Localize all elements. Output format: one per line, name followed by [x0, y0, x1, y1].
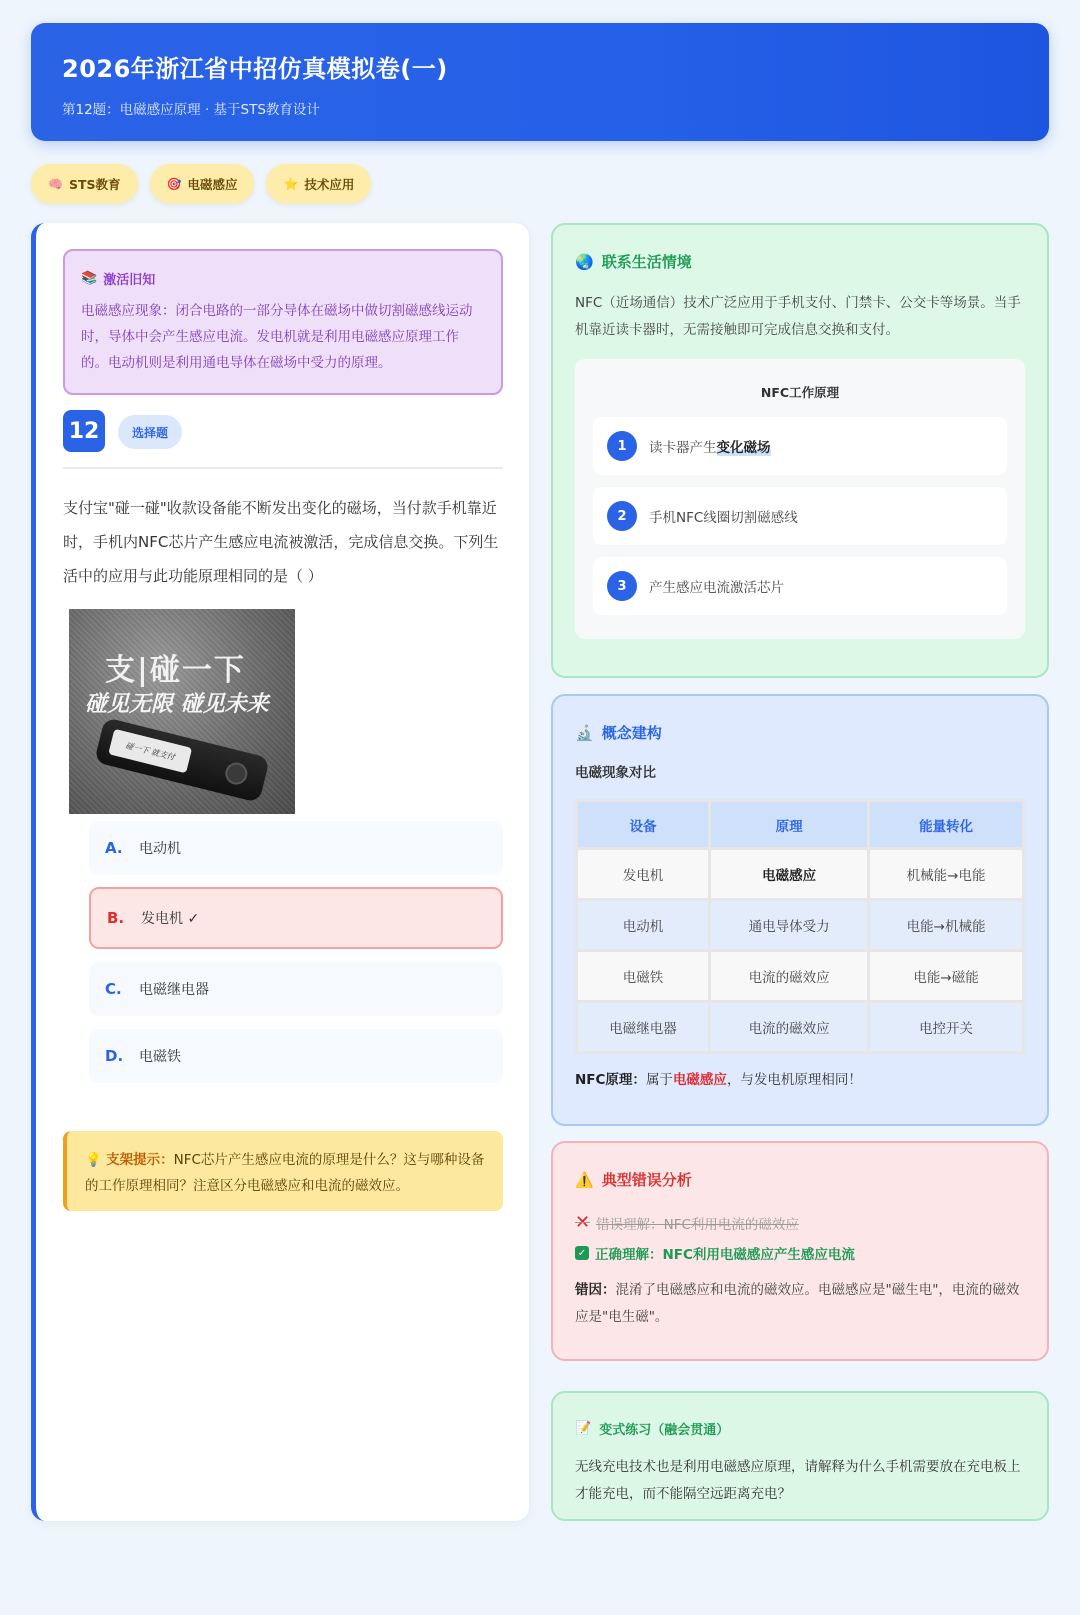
cause-text: 混淆了电磁感应和电流的磁效应。电磁感应是"磁生电"，电流的磁效应是"电生磁"。: [575, 1282, 1020, 1325]
tag-em-induction: [150, 164, 255, 203]
lightbulb-icon: 💡: [85, 1152, 102, 1168]
option-text: 电磁铁: [139, 1049, 181, 1065]
option-text: 发电机 ✓: [141, 911, 200, 927]
table-header-row: [578, 802, 1022, 847]
question-number: 12: [63, 410, 105, 452]
table-header: 能量转化: [870, 802, 1022, 847]
nfc-pre: 属于: [645, 1072, 673, 1088]
option-a[interactable]: [89, 821, 503, 875]
practice-title: 变式练习（融会贯通）: [599, 1423, 730, 1438]
table-cell: 通电导体受力: [711, 901, 867, 949]
target-icon: 🎯: [166, 176, 182, 191]
question-type-badge: 选择题: [118, 415, 182, 449]
brain-icon: 🧠: [48, 176, 63, 191]
life-intro: NFC（近场通信）技术广泛应用于手机支付、门禁卡、公交卡等场景。当手机靠近读卡器时，无需接触即可完成信息交换和支付。: [575, 295, 1021, 338]
option-letter: A.: [105, 839, 123, 857]
table-row: [578, 1003, 1022, 1051]
step-text: 读卡器产生: [649, 440, 717, 456]
device-knob: [223, 760, 250, 787]
table-row: [578, 952, 1022, 1000]
option-text: 电磁继电器: [139, 982, 209, 998]
activate-prior-knowledge: [63, 249, 503, 395]
tag-list: [31, 164, 371, 203]
errors-title: 典型错误分析: [601, 1171, 692, 1189]
photo-slogan-1: 支|碰一下: [105, 653, 246, 688]
option-letter: D.: [105, 1047, 124, 1065]
step-text: 手机NFC线圈切割磁感线: [649, 510, 798, 526]
divider: [63, 467, 503, 469]
check-icon: ✓: [575, 1246, 589, 1260]
table-cell: 发电机: [578, 850, 708, 898]
activate-body: 电磁感应现象：闭合电路的一部分导体在磁场中做切割磁感线运动时，导体中会产生感应电流。发电机就是利用电磁感应原理工作的。电动机则是利用通电导体在磁场中受力的原理。: [81, 303, 473, 371]
tag-label: 技术应用: [304, 176, 355, 192]
hint-text: NFC芯片产生感应电流的原理是什么？这与哪种设备的工作原理相同？注意区分电磁感应和电流的磁效应。: [85, 1152, 485, 1194]
concept-subtitle: 电磁现象对比: [575, 765, 656, 781]
payment-device: [94, 717, 270, 803]
option-d[interactable]: [89, 1029, 503, 1083]
nfc-post: ，与发电机原理相同！: [726, 1072, 862, 1088]
option-text: 电动机: [139, 841, 181, 857]
table-header: 原理: [711, 802, 867, 847]
tag-sts: [31, 164, 138, 203]
nfc-step-3: [593, 557, 1007, 615]
step-number: 3: [607, 571, 637, 601]
table-cell: 电流的磁效应: [711, 952, 867, 1000]
tag-tech-app: [266, 164, 371, 203]
concept-card: [551, 694, 1049, 1126]
table-row: [578, 901, 1022, 949]
table-cell: 电控开关: [870, 1003, 1022, 1051]
cross-icon: ✕: [575, 1212, 591, 1233]
step-text: 产生感应电流激活芯片: [649, 580, 784, 596]
practice-text: 无线充电技术也是利用电磁感应原理，请解释为什么手机需要放在充电板上才能充电，而不能隔空远距离充电？: [575, 1459, 1021, 1502]
correct-understanding: [575, 1243, 1025, 1263]
step-number: 2: [607, 501, 637, 531]
comparison-table: [575, 799, 1025, 1054]
question-text: 支付宝"碰一碰"收款设备能不断发出变化的磁场，当付款手机靠近时，手机内NFC芯片产生感应电流被激活，完成信息交换。下列生活中的应用与此功能原理相同的是（ ）: [63, 499, 499, 585]
error-cause: [575, 1277, 1025, 1331]
memo-icon: 📝: [575, 1421, 592, 1436]
concept-title: 概念建构: [601, 724, 662, 742]
nfc-label: NFC原理：: [575, 1072, 646, 1088]
step-number: 1: [607, 431, 637, 461]
life-title: 联系生活情境: [601, 253, 692, 271]
table-cell: 电能→机械能: [870, 901, 1022, 949]
table-cell: 机械能→电能: [870, 850, 1022, 898]
star-icon: ⭐: [283, 176, 299, 191]
page-header: [31, 23, 1049, 141]
error-analysis-card: [551, 1141, 1049, 1361]
option-b[interactable]: [89, 887, 503, 949]
tag-label: 电磁感应: [187, 176, 238, 192]
practice-card: [551, 1391, 1049, 1521]
device-label: 碰一下 就支付: [108, 729, 192, 774]
books-icon: 📚: [81, 271, 98, 286]
nfc-emphasis: 电磁感应: [672, 1072, 727, 1088]
question-panel: [31, 223, 529, 1521]
page-title: 2026年浙江省中招仿真模拟卷(一): [62, 55, 448, 83]
nfc-principle-note: [575, 1068, 1025, 1088]
photo-slogan-2: 碰见无限 碰见未来: [85, 691, 269, 717]
activate-title: 激活旧知: [103, 273, 156, 288]
table-header: 设备: [578, 802, 708, 847]
nfc-box-title: NFC工作原理: [760, 385, 840, 400]
table-cell: 电能→磁能: [870, 952, 1022, 1000]
hint-label: 支架提示：: [106, 1152, 174, 1168]
wrong-understanding: [575, 1212, 1025, 1233]
scaffold-hint: [63, 1131, 503, 1211]
wrong-text: 错误理解：NFC利用电流的磁效应: [596, 1216, 799, 1233]
question-photo: [69, 609, 295, 814]
option-c[interactable]: [89, 962, 503, 1016]
globe-icon: 🌏: [575, 252, 594, 271]
nfc-step-2: [593, 487, 1007, 545]
step-highlight: 变化磁场: [716, 440, 771, 456]
option-letter: B.: [107, 909, 125, 927]
option-letter: C.: [105, 980, 122, 998]
table-cell: 电磁感应: [711, 850, 867, 898]
table-cell: 电动机: [578, 901, 708, 949]
table-cell: 电流的磁效应: [711, 1003, 867, 1051]
cause-label: 错因：: [575, 1282, 616, 1298]
tag-label: STS教育: [68, 176, 121, 192]
table-cell: 电磁铁: [578, 952, 708, 1000]
microscope-icon: 🔬: [575, 723, 594, 742]
warning-icon: ⚠️: [575, 1170, 594, 1189]
table-row: [578, 850, 1022, 898]
nfc-principle-box: [575, 359, 1025, 639]
nfc-step-1: [593, 417, 1007, 475]
right-text: 正确理解：NFC利用电磁感应产生感应电流: [595, 1247, 855, 1263]
page-subtitle: 第12题：电磁感应原理 · 基于STS教育设计: [62, 102, 320, 118]
table-cell: 电磁继电器: [578, 1003, 708, 1051]
life-context-card: [551, 223, 1049, 678]
